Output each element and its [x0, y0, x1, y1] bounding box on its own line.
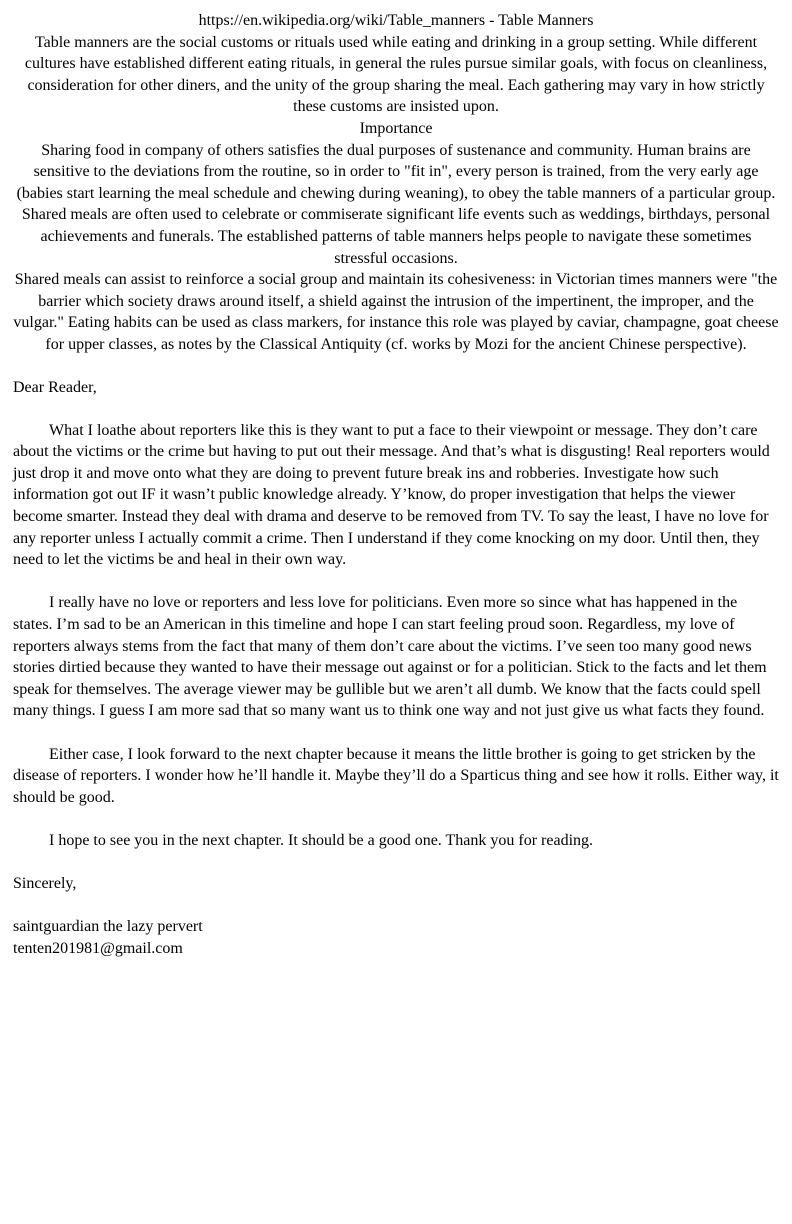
author-letter	[13, 377, 779, 960]
letter-paragraph: I hope to see you in the next chapter. It should be a good one. Thank you for reading.	[49, 831, 594, 849]
excerpt-paragraph: Shared meals can assist to reinforce a social group and maintain its cohesiveness: in Victorian times manners were "the barrier which society draws around itself, a shield against the intrusion of the impertinent, the improper, and the vulgar." Eating habits can be used as class markers, for instance this role was played by caviar, champagne, goat cheese for upper classes, as notes by the Classical Antiquity (cf. works by Mozi for the ancient Chinese perspective).	[13, 271, 779, 353]
intro-paragraph: Table manners are the social customs or rituals used while eating and drinking in a group setting. While different cultures have established different eating rituals, in general the rules pursue similar goals, with focus on cleanliness, consideration for other diners, and the unity of the group sharing the meal. Each gathering may vary in how strictly these customs are insisted upon.	[24, 33, 768, 116]
section-title: Importance	[359, 119, 433, 137]
letter-paragraph: I really have no love or reporters and less love for politicians. Even more so since what has happened in the states. I’m sad to be an American in this timeline and hope I can start feeling proud soon. Regardless, my love of reporters always stems from the fact that many of them don’t care about the victims. I’ve seen too many good news stories dirtied because they wanted to have their message out against or for a politician. Stick to the facts and let them speak for themselves. The average viewer may be gullible but we aren’t all dumb. We know that the facts could spell many things. I guess I am more sad that so many want us to think one way and not just give us what facts they found.	[13, 594, 767, 720]
signature-block	[13, 916, 779, 959]
signature-name: saintguardian the lazy pervert	[13, 918, 203, 936]
excerpt-paragraph: Shared meals are often used to celebrate or commiserate significant life events such as weddings, birthdays, personal achievements and funerals. The established patterns of table manners helps people to navigate these sometimes stressful occasions.	[21, 206, 771, 267]
signature-email: tenten201981@gmail.com	[13, 939, 183, 957]
letter-paragraph: Either case, I look forward to the next chapter because it means the little brother is going to get stricken by the disease of reporters. I wonder how he’ll handle it. Maybe they’ll do a Sparticus thing and see how it rolls. Either way, it should be good.	[13, 745, 779, 806]
source-line: https://en.wikipedia.org/wiki/Table_manners - Table Manners	[198, 12, 594, 29]
excerpt-paragraph: Sharing food in company of others satisfies the dual purposes of sustenance and community. Human brains are sensitive to the deviations from the routine, so in order to "fit in", every person is trained, from the very early age (babies start learning the meal schedule and chewing during weaning), to obey the table manners of a particular group.	[16, 141, 776, 202]
wikipedia-excerpt	[13, 10, 779, 356]
closing: Sincerely,	[13, 875, 77, 893]
letter-paragraph: What I loathe about reporters like this is they want to put a face to their viewpoint or message. They don’t care about the victims or the crime but having to put out their message. And that’s what is disgusting! Real reporters would just drop it and move onto what they are doing to prevent future break ins and robberies. Investigate how such information got out IF it wasn’t public knowledge already. Y’know, do proper investigation that helps the viewer become smarter. Instead they deal with drama and deserve to be removed from TV. To say the least, I have no love for any reporter unless I actually commit a crime. Then I understand if they come knocking on my door. Until then, they need to let the victims be and heal in their own way.	[13, 421, 770, 569]
salutation: Dear Reader,	[13, 378, 97, 396]
